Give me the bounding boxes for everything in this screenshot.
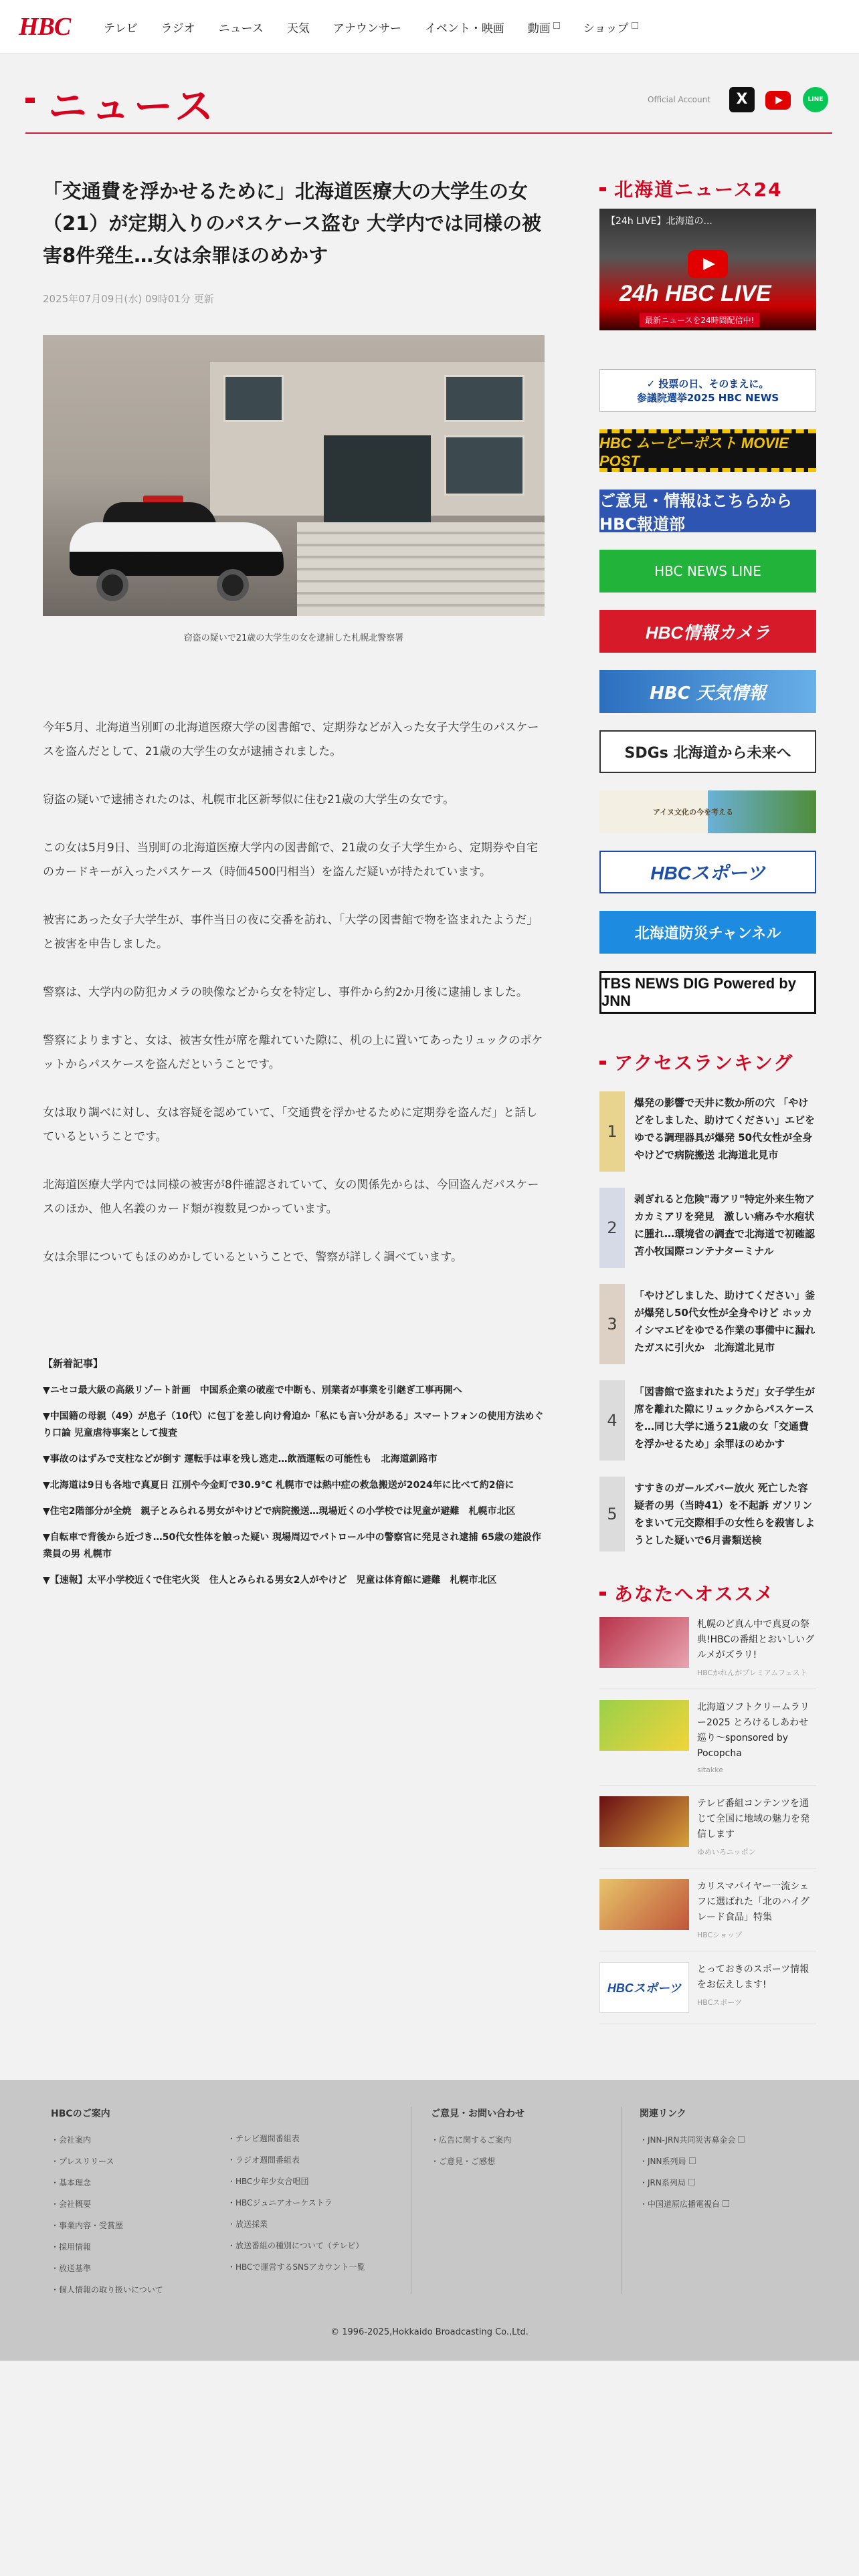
related-link[interactable]: ▼ニセコ最大級の高級リゾート計画 中国系企業の破産で中断も、別業者が事業を引継ぎ工事再開へ (43, 1385, 462, 1396)
footer-link[interactable]: ・ 放送基準 (51, 2258, 163, 2279)
line-icon[interactable]: LINE (803, 87, 828, 112)
external-link-icon (723, 2200, 729, 2207)
recommend-thumbnail (599, 1617, 689, 1668)
footer-divider (621, 2107, 622, 2294)
paragraph: 窃盗の疑いで逮捕されたのは、札幌市北区新琴似に住む21歳の大学生の女です。 (43, 793, 455, 807)
nav-news[interactable]: ニュース (218, 22, 264, 35)
external-link-icon (688, 2179, 695, 2185)
footer-col-links: 関連リンク ・ JNN-JRN共同災害募金会 ・ JNN系列局 ・ JRN系列局 ・ 中国道原広播電視台 (640, 2107, 745, 2215)
recommend-thumbnail (599, 1879, 689, 1930)
ranking-item[interactable] (599, 1188, 826, 1268)
rank-title: 「やけどしました、助けてください」釜が爆発し50代女性が全身やけど ホッカイシマエビをゆでる作業の事備中に漏れたガスに引火か 北海道北見市 (634, 1289, 816, 1354)
section-title: ニュース (48, 84, 218, 129)
related-link[interactable]: ▼事故のはずみで支柱などが倒す 運転手は車を残し逃走…飲酒運転の可能性も 北海道釧路市 (43, 1454, 438, 1465)
movie-post-banner[interactable]: HBC ムービーポスト MOVIE POST (599, 429, 816, 472)
ranking-item[interactable] (599, 1284, 816, 1364)
bousai-banner[interactable]: 北海道防災チャンネル (599, 911, 816, 954)
rank-number: 4 (599, 1380, 625, 1461)
recommend-thumbnail: HBCスポーツ (599, 1962, 689, 2013)
article-photo (43, 335, 545, 616)
rank-title: すすきのガールズバー放火 死亡した容疑者の男（当時41）を不起訴 ガソリンをまいて元交際相手の女性らを殺害しようとした疑いで6月書類送検 (634, 1482, 816, 1546)
footer-link[interactable]: ・ JRN系列局 (640, 2172, 745, 2193)
article-date: 2025年07月09日(水) 09時01分 更新 (43, 293, 214, 305)
rank-number: 1 (599, 1091, 625, 1172)
recommend-item[interactable]: 北海道ソフトクリームラリー2025 とろけるしあわせ巡り～sponsored by Pocopcha sitakke (599, 1689, 816, 1786)
related-articles (43, 1356, 545, 1589)
news-dept-banner[interactable]: ご意見・情報はこちらから HBC報道部 (599, 490, 816, 532)
recommend-item[interactable]: HBCスポーツ とっておきのスポーツ情報をお伝えします! HBCスポーツ (599, 1951, 816, 2024)
footer-link[interactable]: ・ ご意見・ご感想 (431, 2151, 524, 2172)
paragraph: 警察は、大学内の防犯カメラの映像などから女を特定し、事件から約2か月後に逮捕しました。 (43, 986, 528, 999)
ranking-item[interactable] (599, 1477, 816, 1551)
footer-link[interactable]: ・ 放送採業 (227, 2214, 365, 2235)
related-link[interactable]: ▼北海道は9日も各地で真夏日 江別や今金町で30.9℃ 札幌市では熱中症の救急搬送が2024年に比べて約2倍に (43, 1480, 514, 1491)
footer-link[interactable]: ・ 会社概要 (51, 2193, 163, 2215)
footer-link[interactable]: ・ 事業内容・受賞歴 (51, 2215, 163, 2236)
x-icon[interactable]: X (729, 87, 755, 112)
election-banner[interactable]: ✓ 投票の日、そのまえに。 参議院選挙2025 HBC NEWS (599, 369, 816, 412)
section-header (25, 75, 832, 134)
recommend-item[interactable]: 札幌のど真ん中で真夏の祭典!HBCの番組とおいしいグルメがズラリ! HBCかれんがプレミアムフェスト (599, 1606, 816, 1689)
article-body (43, 716, 545, 1269)
external-link-icon (689, 2157, 696, 2164)
top-bar (0, 0, 859, 53)
global-nav (104, 19, 662, 35)
rank-title: 剥ぎれると危険"毒アリ"特定外来生物アカカミアリを発見 激しい痛みや水疱状に腫れ…環境省の調査で北海道で初確認 苫小牧国際コンテナターミナル (634, 1193, 826, 1257)
copyright: © 1996-2025,Hokkaido Broadcasting Co.,Ltd. (330, 2327, 529, 2337)
sports-banner[interactable]: HBCスポーツ (599, 851, 816, 893)
footer-link[interactable]: ・ 会社案内 (51, 2129, 163, 2151)
info-camera-banner[interactable]: HBC情報カメラ (599, 610, 816, 653)
recommend-heading: あなたへオススメ (599, 1580, 816, 1606)
external-link-icon (553, 22, 560, 29)
nav-shop[interactable]: ショップ (583, 19, 638, 35)
section-accent-bar (25, 98, 35, 103)
footer-link[interactable]: ・ 個人情報の取り扱いについて (51, 2279, 163, 2300)
recommend-thumbnail (599, 1700, 689, 1751)
hbc-logo[interactable]: HBC (19, 13, 71, 41)
footer-link[interactable]: ・ 広告に関するご案内 (431, 2129, 524, 2151)
live-video-player[interactable]: 【24h LIVE】北海道の... 24h HBC LIVE 最新ニュースを24時間配信中! (599, 209, 816, 330)
footer-link[interactable]: ・ HBC少年少女合唱団 (227, 2171, 365, 2192)
related-link[interactable]: ▼自転車で背後から近づき…50代女性体を触った疑い 現場周辺でパトロール中の警察官に発見され逮捕 65歳の建設作業員の男 札幌市 (43, 1532, 541, 1560)
recommend-thumbnail (599, 1796, 689, 1847)
footer-link[interactable]: ・ HBCで運営するSNSアカウント一覧 (227, 2256, 365, 2278)
related-link[interactable]: ▼住宅2階部分が全焼 親子とみられる男女がやけどで病院搬送…現場近くの小学校では児童が避難 札幌市北区 (43, 1506, 516, 1517)
nav-radio[interactable]: ラジオ (161, 22, 195, 35)
ranking-heading: アクセスランキング (599, 1049, 816, 1075)
nav-video[interactable]: 動画 (528, 19, 560, 35)
police-car: POLICE (70, 502, 284, 596)
external-link-icon (738, 2136, 745, 2143)
article (43, 175, 545, 1598)
related-link[interactable]: ▼中国籍の母親（49）が息子（10代）に包丁を差し向け脅迫か「私にも言い分がある」スマートフォンの使用方法めぐり口論 児童虐待事案として捜査 (43, 1411, 544, 1438)
news-line-banner[interactable]: HBC NEWS LINE (599, 550, 816, 593)
footer-link[interactable]: ・ 放送番組の種別について（テレビ） (227, 2235, 365, 2256)
recommend-item[interactable]: カリスマバイヤー一流シェフに選ばれた「北のハイグレード食品」特集 HBCショップ (599, 1868, 816, 1951)
paragraph: この女は5月9日、当別町の北海道医療大学内の図書館で、21歳の女子大学生から、定期券や自宅のカードキーが入ったパスケース（時価4500円相当）を盗んだ疑いが持たれています。 (43, 841, 538, 879)
rank-number: 5 (599, 1477, 625, 1551)
footer-col-contact: ご意見・お問い合わせ ・ 広告に関するご案内 ・ ご意見・ご感想 (431, 2107, 524, 2172)
rank-number: 2 (599, 1188, 625, 1268)
official-account-label: Official Account (648, 95, 710, 104)
ainu-banner[interactable]: アイヌ文化の今を考える (599, 790, 816, 833)
article-title: 「交通費を浮かせるために」北海道医療大の大学生の女（21）が定期入りのパスケース盗む 大学内では同様の被害8件発生…女は余罪ほのめかす (43, 180, 542, 267)
footer-link[interactable]: ・ 基本理念 (51, 2172, 163, 2193)
paragraph: 被害にあった女子大学生が、事件当日の夜に交番を訪れ、「大学の図書館で物を盗まれたようだ」と被害を申告しました。 (43, 914, 539, 951)
weather-banner[interactable]: HBC 天気情報 (599, 670, 816, 713)
tbs-news-dig-banner[interactable]: TBS NEWS DIG Powered by JNN (599, 971, 816, 1014)
sdgs-banner[interactable]: SDGs 北海道から未来へ (599, 730, 816, 773)
play-icon[interactable] (688, 250, 728, 278)
paragraph: 北海道医療大学内では同様の被害が8件確認されていて、女の関係先からは、今回盗んだパスケースのほか、他人名義のカード類が複数見つかっています。 (43, 1178, 539, 1216)
nav-events[interactable]: イベント・映画 (424, 22, 504, 35)
photo-caption: 窃盗の疑いで21歳の大学生の女を逮捕した札幌北警察署 (183, 633, 404, 643)
nav-announcer[interactable]: アナウンサー (332, 22, 401, 35)
rank-title: 爆発の影響で天井に数か所の穴 「やけどをしました、助けてください」エビをゆでる調理器具が爆発 50代女性が全身やけどで病院搬送 北海道北見市 (634, 1097, 816, 1161)
external-link-icon (632, 22, 638, 29)
nav-tv[interactable]: テレビ (104, 22, 138, 35)
footer-link[interactable]: ・ ラジオ週間番組表 (227, 2149, 365, 2171)
paragraph: 女は取り調べに対し、女は容疑を認めていて、「交通費を浮かせるために定期券を盗んだ」と話しているということです。 (43, 1106, 538, 1144)
related-link[interactable]: ▼【速報】太平小学校近くで住宅火災 住人とみられる男女2人がやけど 児童は体育館に避難 札幌市北区 (43, 1575, 497, 1586)
footer-col-about: HBCのご案内 ・ 会社案内 ・ プレスリリース ・ 基本理念 ・ 会社概要 ・ 事業内容・受賞歴 ・ 採用情報 ・ 放送基準 ・ 個人情報の取り扱いについて (51, 2107, 163, 2300)
footer-link[interactable]: ・ 採用情報 (51, 2236, 163, 2258)
sidebar (599, 175, 826, 2024)
rank-title: 「図書館で盗まれたようだ」女子学生が席を離れた隙にリュックからパスケースを…同じ大学に通う21歳の女「交通費を浮かせるため」余罪ほのめかす (634, 1386, 816, 1450)
ranking-item[interactable] (599, 1380, 816, 1461)
footer-col-programs (227, 2128, 365, 2278)
rank-number: 3 (599, 1284, 625, 1364)
recommend-item[interactable]: テレビ番組コンテンツを通じて全国に地域の魅力を発信します ゆめいろニッポン (599, 1786, 816, 1868)
footer-link[interactable]: ・ JNN系列局 (640, 2151, 745, 2172)
footer-link[interactable]: ・ JNN-JRN共同災害募金会 (640, 2129, 745, 2151)
footer-link[interactable]: ・ プレスリリース (51, 2151, 163, 2172)
paragraph: 今年5月、北海道当別町の北海道医療大学の図書館で、定期券などが入った女子大学生のパスケースを盗んだとして、21歳の大学生の女が逮捕されました。 (43, 721, 539, 758)
news24-heading: 北海道ニュース24 (599, 175, 816, 202)
ranking-item[interactable] (599, 1091, 816, 1172)
related-heading: 【新着記事】 (43, 1358, 104, 1370)
footer (0, 2080, 859, 2361)
youtube-icon[interactable] (765, 91, 791, 110)
footer-link[interactable]: ・ テレビ週間番組表 (227, 2128, 365, 2149)
paragraph: 警察によりますと、女は、被害女性が席を離れていた隙に、机の上に置いてあったリュックのポケットからパスケースを盗んだということです。 (43, 1034, 543, 1071)
footer-link[interactable]: ・ HBCジュニアオーケストラ (227, 2192, 365, 2214)
paragraph: 女は余罪についてもほのめかしているということで、警察が詳しく調べています。 (43, 1251, 462, 1264)
footer-link[interactable]: ・ 中国道原広播電視台 (640, 2193, 745, 2215)
nav-weather[interactable]: 天気 (286, 22, 310, 35)
